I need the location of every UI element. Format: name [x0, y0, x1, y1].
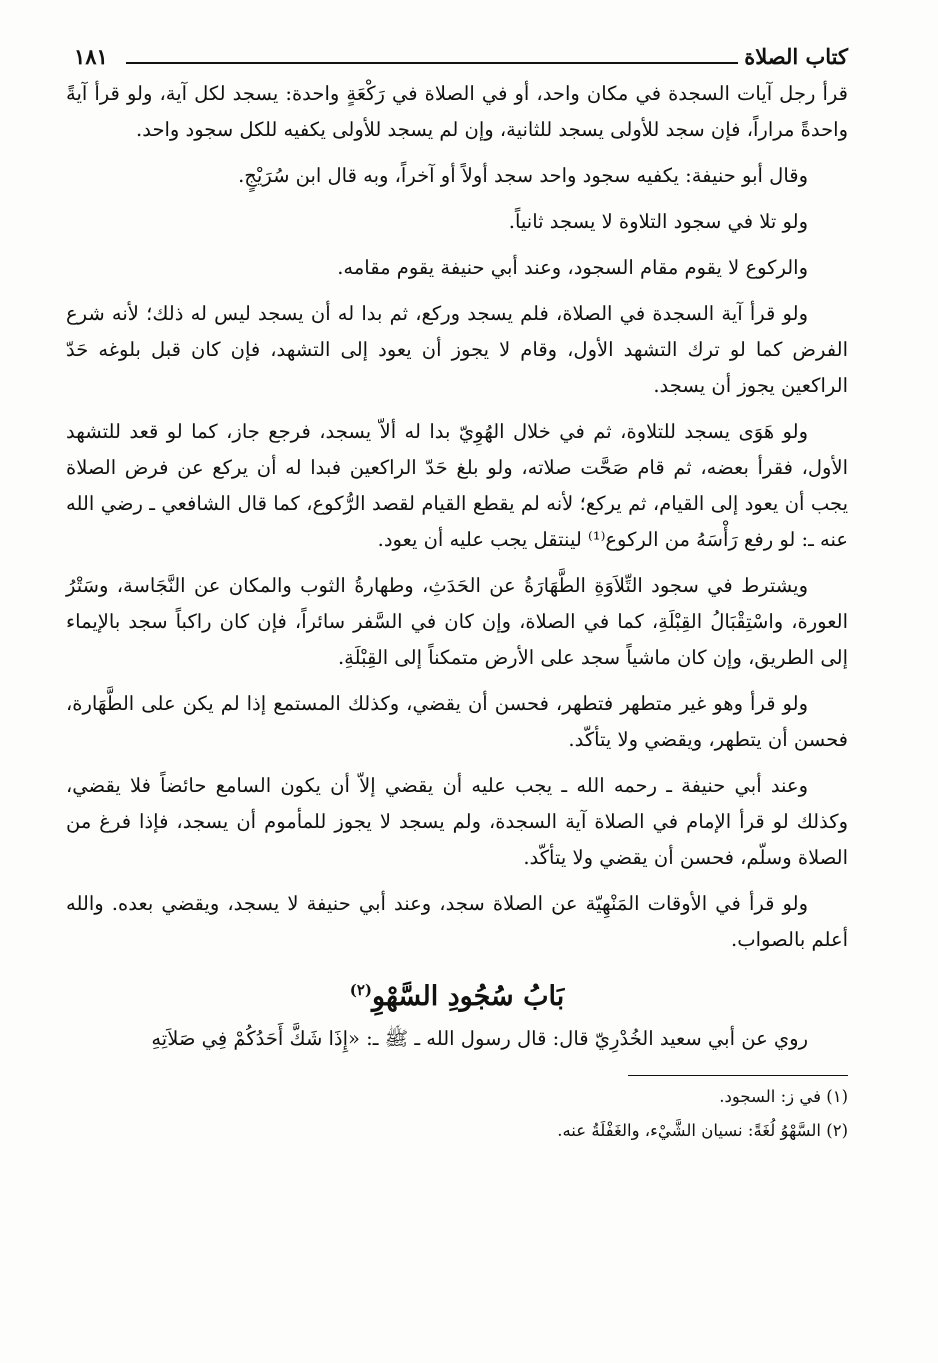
paragraph-1: قرأ رجل آيات السجدة في مكان واحد، أو في الصلاة في رَكْعَةٍ واحدة: يسجد لكل آية، ولو قرأ آيةً واحدةً مراراً، فإن سجد للأولى يسجد للثانية، وإن لم يسجد للأولى يكفيه للكل سجود واحد.	[66, 82, 848, 141]
paragraph-8: ولو قرأ وهو غير متطهر فتطهر، فحسن أن يقضي، وكذلك المستمع إذا لم يكن على الطَّهَارة، فحسن أن يتطهر، ويقضي ولا يتأكّد.	[66, 692, 848, 751]
footnote-rule	[628, 1075, 848, 1076]
running-title: كتاب الصلاة	[744, 44, 848, 69]
chapter-heading	[66, 972, 848, 1015]
paragraph-10: ولو قرأ في الأوقات المَنْهِيّة عن الصلاة سجد، وعند أبي حنيفة لا يسجد، ويقضي بعده. والله أعلم بالصواب.	[66, 892, 848, 951]
paragraph-4: والركوع لا يقوم مقام السجود، وعند أبي حنيفة يقوم مقامه.	[337, 256, 808, 279]
footnote-2: (٢) السَّهْوُ لُغَةً: نسيان الشَّيْء، والغَفْلَةُ عنه.	[557, 1121, 848, 1140]
page-number: ١٨١	[74, 44, 108, 69]
paragraph-9: وعند أبي حنيفة ـ رحمه الله ـ يجب عليه أن يقضي إلاّ أن يكون السامع حائضاً فلا يقضي، وكذلك لو قرأ الإمام في الصلاة آية السجدة، ولم يسجد لا يجوز للمأموم أن يسجد، فإذا فرغ من الصلاة وسلّم، فحسن أن يقضي ولا يتأكّد.	[66, 774, 848, 869]
page-header	[66, 40, 848, 76]
paragraph-2: وقال أبو حنيفة: يكفيه سجود واحد سجد أولاً أو آخراً، وبه قال ابن سُرَيْجٍ.	[238, 164, 808, 187]
chapter-title: بَابُ سُجُودِ السَّهْوِ	[372, 981, 565, 1012]
paragraph-5: ولو قرأ آية السجدة في الصلاة، فلم يسجد وركع، ثم بدا له أن يسجد ليس له ذلك؛ لأنه شرع الفرض كما لو ترك التشهد الأول، وقام لا يجوز أن يعود إلى التشهد، فإن كان قبل بلوغه حَدّ الراكعين يجوز أن يسجد.	[66, 302, 848, 397]
footnote-1: (١) في ز: السجود.	[719, 1087, 848, 1106]
paragraph-6: ولو هَوَى يسجد للتلاوة، ثم في خلال الهُوِيّ بدا له ألاّ يسجد، فرجع جاز، كما لو قعد للتشهد الأول، فقرأ بعضه، ثم قام صَحَّت صلاته، ولو بلغ حَدّ الراكعين فبدا له أن يركع عن فرض الصلاة يجب أن يعود إلى القيام، ثم يركع؛ لأنه لم يقطع القيام لقصد الرُّكوع، كما قال الشافعي ـ رضي الله عنه ـ: لو رفع رَأْسَهُ من الركوع⁽¹⁾ لينتقل يجب عليه أن يعود.	[66, 420, 848, 551]
chapter-first-line: روي عن أبي سعيد الخُدْرِيّ قال: قال رسول الله ـ ﷺ ـ: «إِذَا شَكَّ أَحَدُكُمْ فِي صَلاَتِهِ	[151, 1027, 808, 1050]
footnotes	[66, 1082, 848, 1146]
chapter-footnote-ref: (٢)	[349, 981, 373, 999]
header-rule	[126, 62, 738, 64]
main-text	[66, 76, 848, 1057]
paragraph-3: ولو تلا في سجود التلاوة لا يسجد ثانياً.	[508, 210, 808, 233]
paragraph-7: ويشترط في سجود التِّلاَوَةِ الطَّهَارَةُ عن الحَدَثِ، وطهارةُ الثوب والمكان عن النَّجَاسة، وسَتْرُ العورة، واسْتِقْبَالُ القِبْلَةِ، كما في الصلاة، وإن كان في السَّفر سائراً، فإن كان راكباً سجد بالإيماء إلى الطريق، وإن كان ماشياً سجد على الأرض متمكناً إلى القِبْلَةِ.	[66, 574, 848, 669]
page	[66, 40, 848, 1150]
